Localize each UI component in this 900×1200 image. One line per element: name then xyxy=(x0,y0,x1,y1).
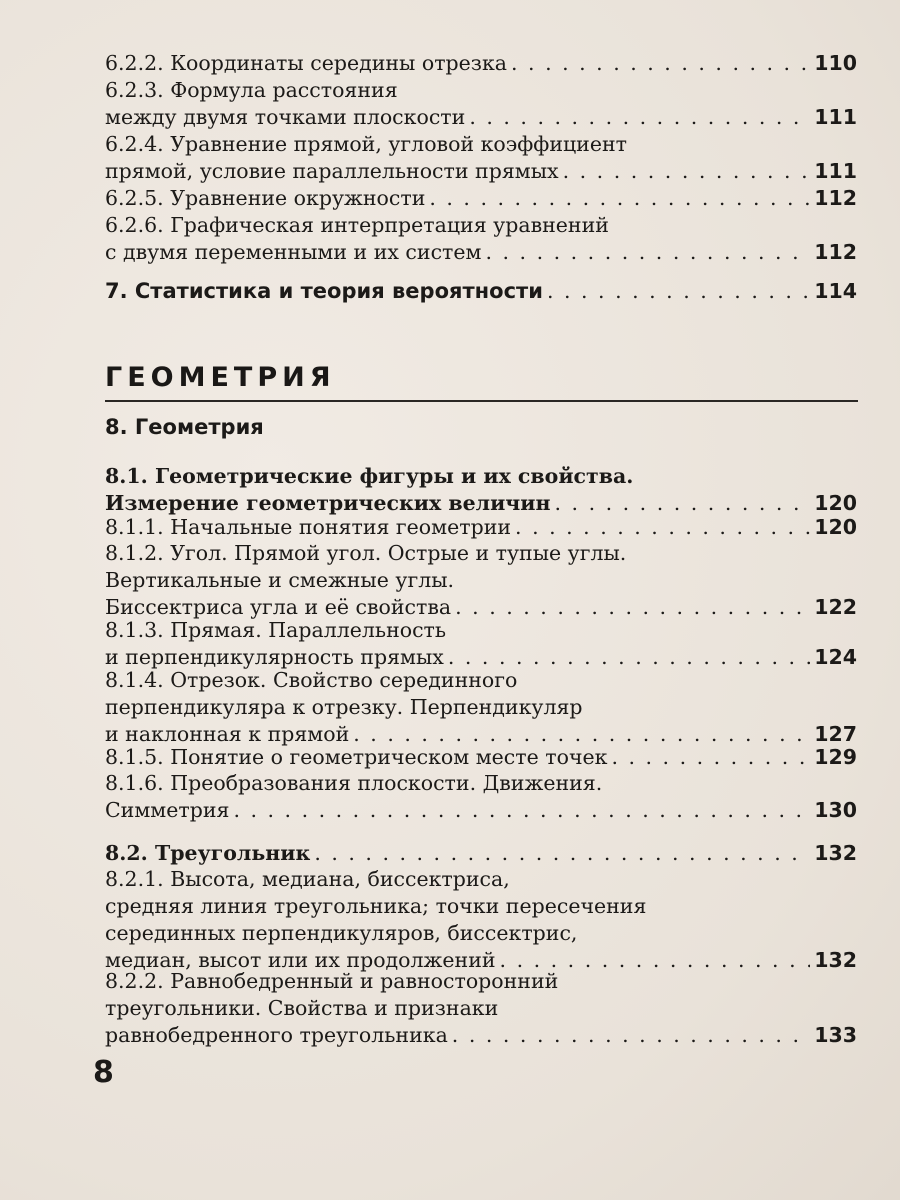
toc-entry-8-1-3[interactable]: 8.1.3. Прямая. Параллельность и перпендикулярность прямых . . . 124 xyxy=(105,617,857,671)
toc-entry-7[interactable]: 7. Статистика и теория вероятности . . . 114 xyxy=(105,278,857,305)
section-title: ГЕОМЕТРИЯ xyxy=(105,362,336,393)
toc-entry-8-2-1[interactable]: 8.2.1. Высота, медиана, биссектриса, средняя линия треугольника; точки пересечения серединных перпендикуляров, биссектрис, медиан, высот или их продолжений . . . 132 xyxy=(105,866,857,974)
toc-entry-8-1-6[interactable]: 8.1.6. Преобразования плоскости. Движения. Симметрия . . . 130 xyxy=(105,770,857,824)
page-number: 8 xyxy=(93,1055,114,1090)
toc-entry-8-1[interactable]: 8.1. Геометрические фигуры и их свойства. Измерение геометрических величин . . . 120 xyxy=(105,463,857,517)
toc-entry-8-2[interactable]: 8.2. Треугольник . . . 132 xyxy=(105,840,857,867)
toc-entry-8-1-1[interactable]: 8.1.1. Начальные понятия геометрии . . . 120 xyxy=(105,514,857,541)
section-divider xyxy=(105,400,858,402)
toc-entry-8-1-2[interactable]: 8.1.2. Угол. Прямой угол. Острые и тупые углы. Вертикальные и смежные углы. Биссектриса угла и её свойства . . . 122 xyxy=(105,540,857,621)
toc-entry-8-1-5[interactable]: 8.1.5. Понятие о геометрическом месте точек . . . 129 xyxy=(105,744,857,771)
toc-entry-6-2-4[interactable]: 6.2.4. Уравнение прямой, угловой коэффициент прямой, условие параллельности прямых . . . 111 xyxy=(105,131,857,185)
toc-entry-6-2-3[interactable]: 6.2.3. Формула расстояния между двумя точками плоскости . . . 111 xyxy=(105,77,857,131)
toc-entry-6-2-5[interactable]: 6.2.5. Уравнение окружности . . . 112 xyxy=(105,185,857,212)
chapter-title: 8. Геометрия xyxy=(105,415,264,439)
toc-entry-6-2-2[interactable]: 6.2.2. Координаты середины отрезка . . . 110 xyxy=(105,50,857,77)
toc-entry-8-2-2[interactable]: 8.2.2. Равнобедренный и равносторонний треугольники. Свойства и признаки равнобедренного треугольника . . . 133 xyxy=(105,968,857,1049)
toc-entry-6-2-6[interactable]: 6.2.6. Графическая интерпретация уравнений с двумя переменными и их систем . . . 112 xyxy=(105,212,857,266)
toc-entry-8-1-4[interactable]: 8.1.4. Отрезок. Свойство серединного перпендикуляра к отрезку. Перпендикуляр и наклонная к прямой . . . 127 xyxy=(105,667,857,748)
